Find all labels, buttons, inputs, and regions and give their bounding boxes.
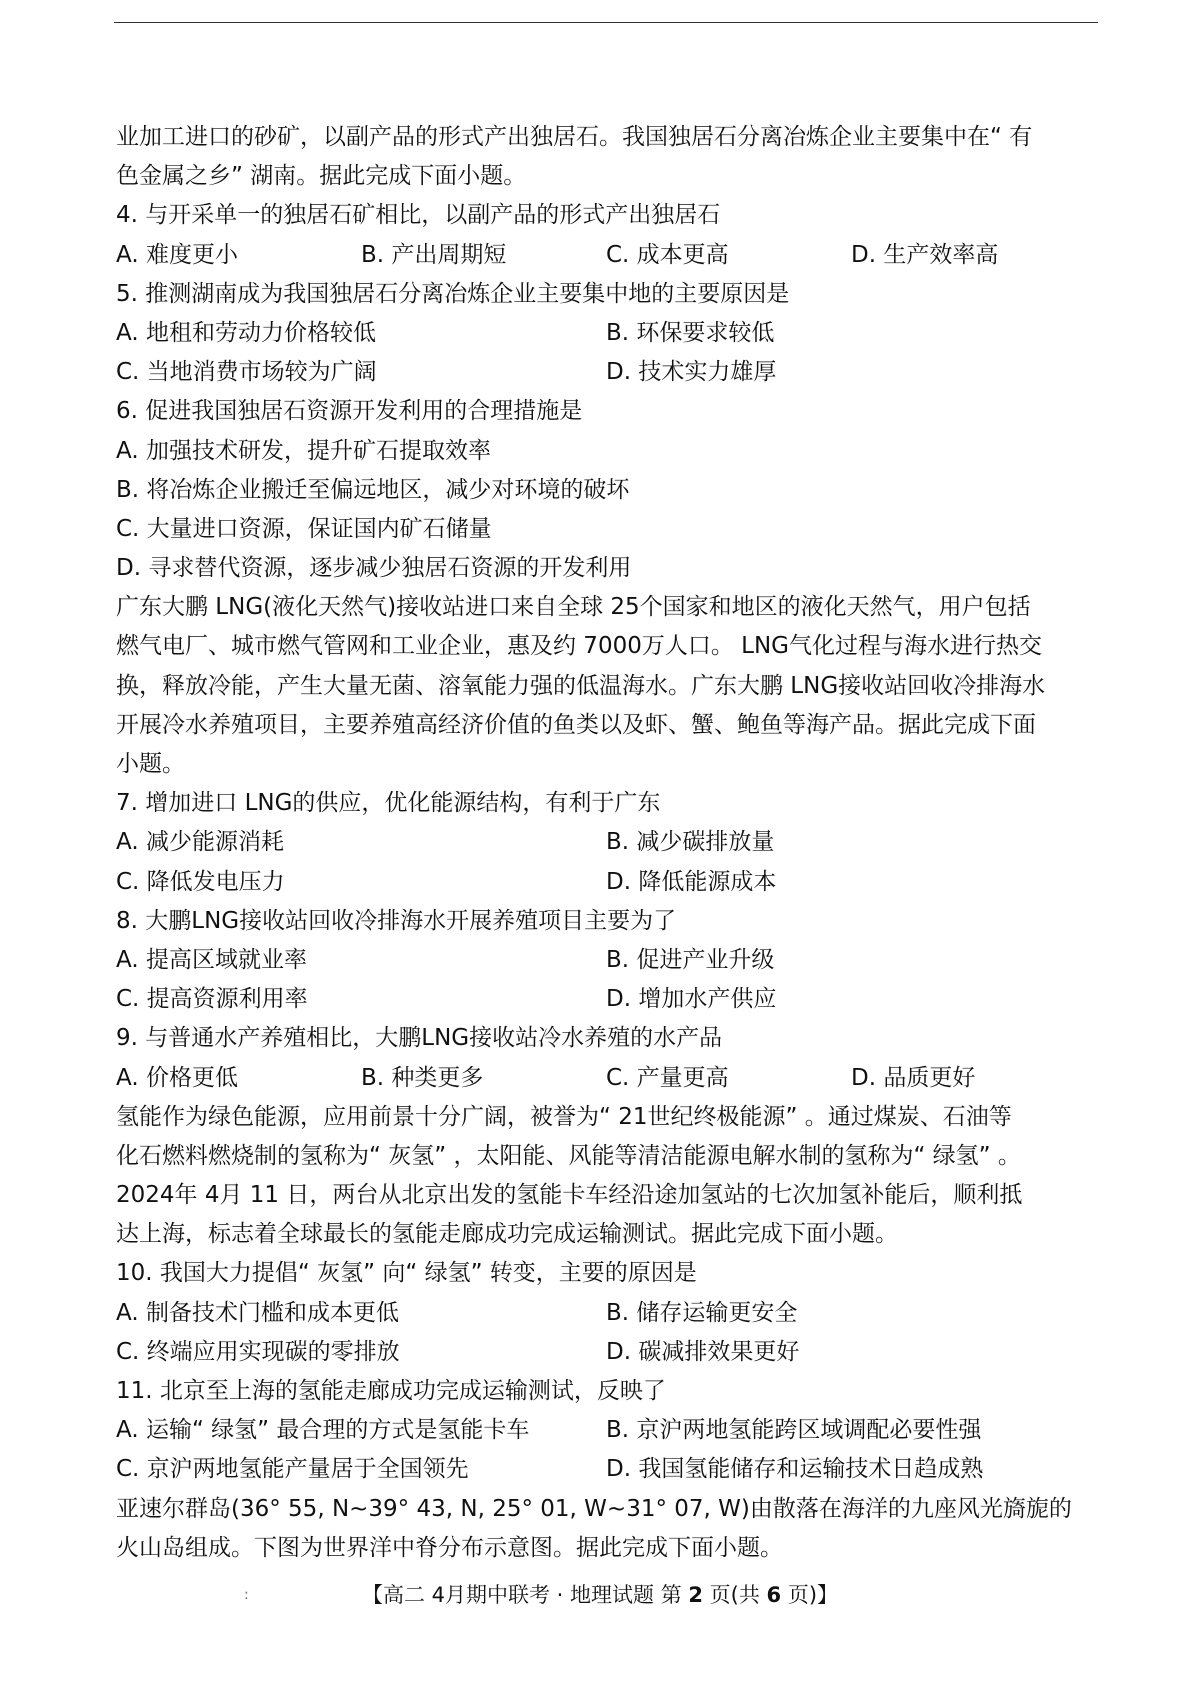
footer-middle: 页(共 <box>703 1583 767 1607</box>
footer-mark: : <box>244 1587 249 1603</box>
question-10-stem: 10. 我国大力提倡“ 灰氢” 向“ 绿氢” 转变，主要的原因是 <box>116 1260 697 1287</box>
question-11-options <box>116 1411 1096 1450</box>
option-a: A. 难度更小 <box>116 241 238 268</box>
option-a: A. 提高区域就业率 <box>116 946 307 973</box>
intro-paragraph-line: 2024年 4月 11 日，两台从北京出发的氢能卡车经沿途加氢站的七次加氢补能后，顺利抵 <box>116 1182 1023 1209</box>
intro-paragraph-line: 火山岛组成。下图为世界洋中脊分布示意图。据此完成下面小题。 <box>116 1534 783 1561</box>
option-a: A. 制备技术门槛和成本更低 <box>116 1299 399 1326</box>
question-9-stem: 9. 与普通水产养殖相比，大鹏LNG接收站冷水养殖的水产品 <box>116 1025 723 1052</box>
question-8-options <box>116 941 1096 980</box>
question-7-stem: 7. 增加进口 LNG的供应，优化能源结构，有利于广东 <box>116 790 661 817</box>
footer-page-total: 6 <box>766 1583 782 1607</box>
question-8-options <box>116 980 1096 1019</box>
option-b: B. 环保要求较低 <box>606 319 775 346</box>
option-d: D. 降低能源成本 <box>606 868 777 895</box>
question-10-options <box>116 1294 1096 1333</box>
question-7-options <box>116 823 1096 862</box>
option-d: D. 增加水产供应 <box>606 986 777 1013</box>
question-5-options <box>116 314 1096 353</box>
intro-paragraph-line: 换，释放冷能，产生大量无菌、溶氧能力强的低温海水。广东大鹏 LNG接收站回收冷排海水 <box>116 672 1046 699</box>
option-c: C. 京沪两地氢能产量居于全国领先 <box>116 1456 469 1483</box>
option-c: C. 终端应用实现碳的零排放 <box>116 1338 400 1365</box>
question-4-stem: 4. 与开采单一的独居石矿相比，以副产品的形式产出独居石 <box>116 202 721 229</box>
option-a: A. 加强技术研发，提升矿石提取效率 <box>116 437 491 464</box>
intro-paragraph-line: 亚速尔群岛(36° 55, N~39° 43, N, 25° 01, W~31° 07, W)由散落在海洋的九座风光旖旎的 <box>116 1495 1072 1522</box>
footer-suffix: 页)】 <box>781 1583 839 1607</box>
question-4-options <box>116 236 1096 275</box>
header-rule <box>114 22 1098 23</box>
option-c: C. 降低发电压力 <box>116 868 285 895</box>
option-b: B. 将冶炼企业搬迁至偏远地区，减少对环境的破坏 <box>116 476 630 503</box>
exam-content <box>116 118 1096 1568</box>
intro-paragraph-line: 燃气电厂、城市燃气管网和工业企业，惠及约 7000万人口。 LNG气化过程与海水进行热交 <box>116 633 1042 660</box>
option-b: B. 种类更多 <box>361 1064 484 1091</box>
intro-paragraph-line: 色金属之乡” 湖南。据此完成下面小题。 <box>116 163 527 190</box>
intro-paragraph-line: 化石燃料燃烧制的氢称为“ 灰氢” ，太阳能、风能等清洁能源电解水制的氢称为“ 绿氢” 。 <box>116 1142 1021 1169</box>
option-a: A. 价格更低 <box>116 1064 238 1091</box>
option-d: D. 碳减排效果更好 <box>606 1338 800 1365</box>
question-10-options <box>116 1333 1096 1372</box>
question-5-stem: 5. 推测湖南成为我国独居石分离冶炼企业主要集中地的主要原因是 <box>116 280 790 307</box>
footer-page-number: 2 <box>688 1583 703 1607</box>
question-7-options <box>116 863 1096 902</box>
option-d: D. 品质更好 <box>851 1064 976 1091</box>
intro-paragraph-line: 业加工进口的砂矿，以副产品的形式产出独居石。我国独居石分离冶炼企业主要集中在“ 有 <box>116 124 1033 150</box>
option-a: A. 减少能源消耗 <box>116 829 284 856</box>
intro-paragraph-line: 达上海，标志着全球最长的氢能走廊成功完成运输测试。据此完成下面小题。 <box>116 1221 898 1248</box>
option-d: D. 生产效率高 <box>851 241 999 268</box>
question-9-options <box>116 1059 1096 1098</box>
question-11-options <box>116 1450 1096 1489</box>
question-8-stem: 8. 大鹏LNG接收站回收冷排海水开展养殖项目主要为了 <box>116 907 677 934</box>
footer-prefix: 【高二 4月期中联考 · 地理试题 第 <box>361 1583 689 1607</box>
intro-paragraph-line: 开展冷水养殖项目，主要养殖高经济价值的鱼类以及虾、蟹、鲍鱼等海产品。据此完成下面 <box>116 711 1036 738</box>
option-b: B. 京沪两地氢能跨区域调配必要性强 <box>606 1417 982 1444</box>
option-a: A. 地租和劳动力价格较低 <box>116 319 376 346</box>
question-5-options <box>116 353 1096 392</box>
option-b: B. 储存运输更安全 <box>606 1299 798 1326</box>
intro-paragraph-line: 广东大鹏 LNG(液化天然气)接收站进口来自全球 25个国家和地区的液化天然气，用户包括 <box>116 594 1031 621</box>
option-b: B. 产出周期短 <box>361 241 507 268</box>
option-d: D. 技术实力雄厚 <box>606 359 777 386</box>
option-b: B. 促进产业升级 <box>606 946 775 973</box>
option-c: C. 提高资源利用率 <box>116 986 308 1013</box>
intro-paragraph-line: 小题。 <box>116 751 185 777</box>
page-footer <box>0 1580 1200 1610</box>
option-d: D. 我国氢能储存和运输技术日趋成熟 <box>606 1456 984 1483</box>
option-d: D. 寻求替代资源，逐步减少独居石资源的开发利用 <box>116 555 632 582</box>
option-c: C. 成本更高 <box>606 241 729 268</box>
option-b: B. 减少碳排放量 <box>606 829 775 856</box>
option-c: C. 大量进口资源，保证国内矿石储量 <box>116 515 492 542</box>
intro-paragraph-line: 氢能作为绿色能源，应用前景十分广阔，被誉为“ 21世纪终极能源” 。通过煤炭、石油等 <box>116 1103 1012 1130</box>
option-a: A. 运输“ 绿氢” 最合理的方式是氢能卡车 <box>116 1417 530 1444</box>
option-c: C. 当地消费市场较为广阔 <box>116 359 377 386</box>
question-6-stem: 6. 促进我国独居石资源开发利用的合理措施是 <box>116 398 583 425</box>
option-c: C. 产量更高 <box>606 1064 729 1091</box>
question-11-stem: 11. 北京至上海的氢能走廊成功完成运输测试，反映了 <box>116 1378 666 1404</box>
